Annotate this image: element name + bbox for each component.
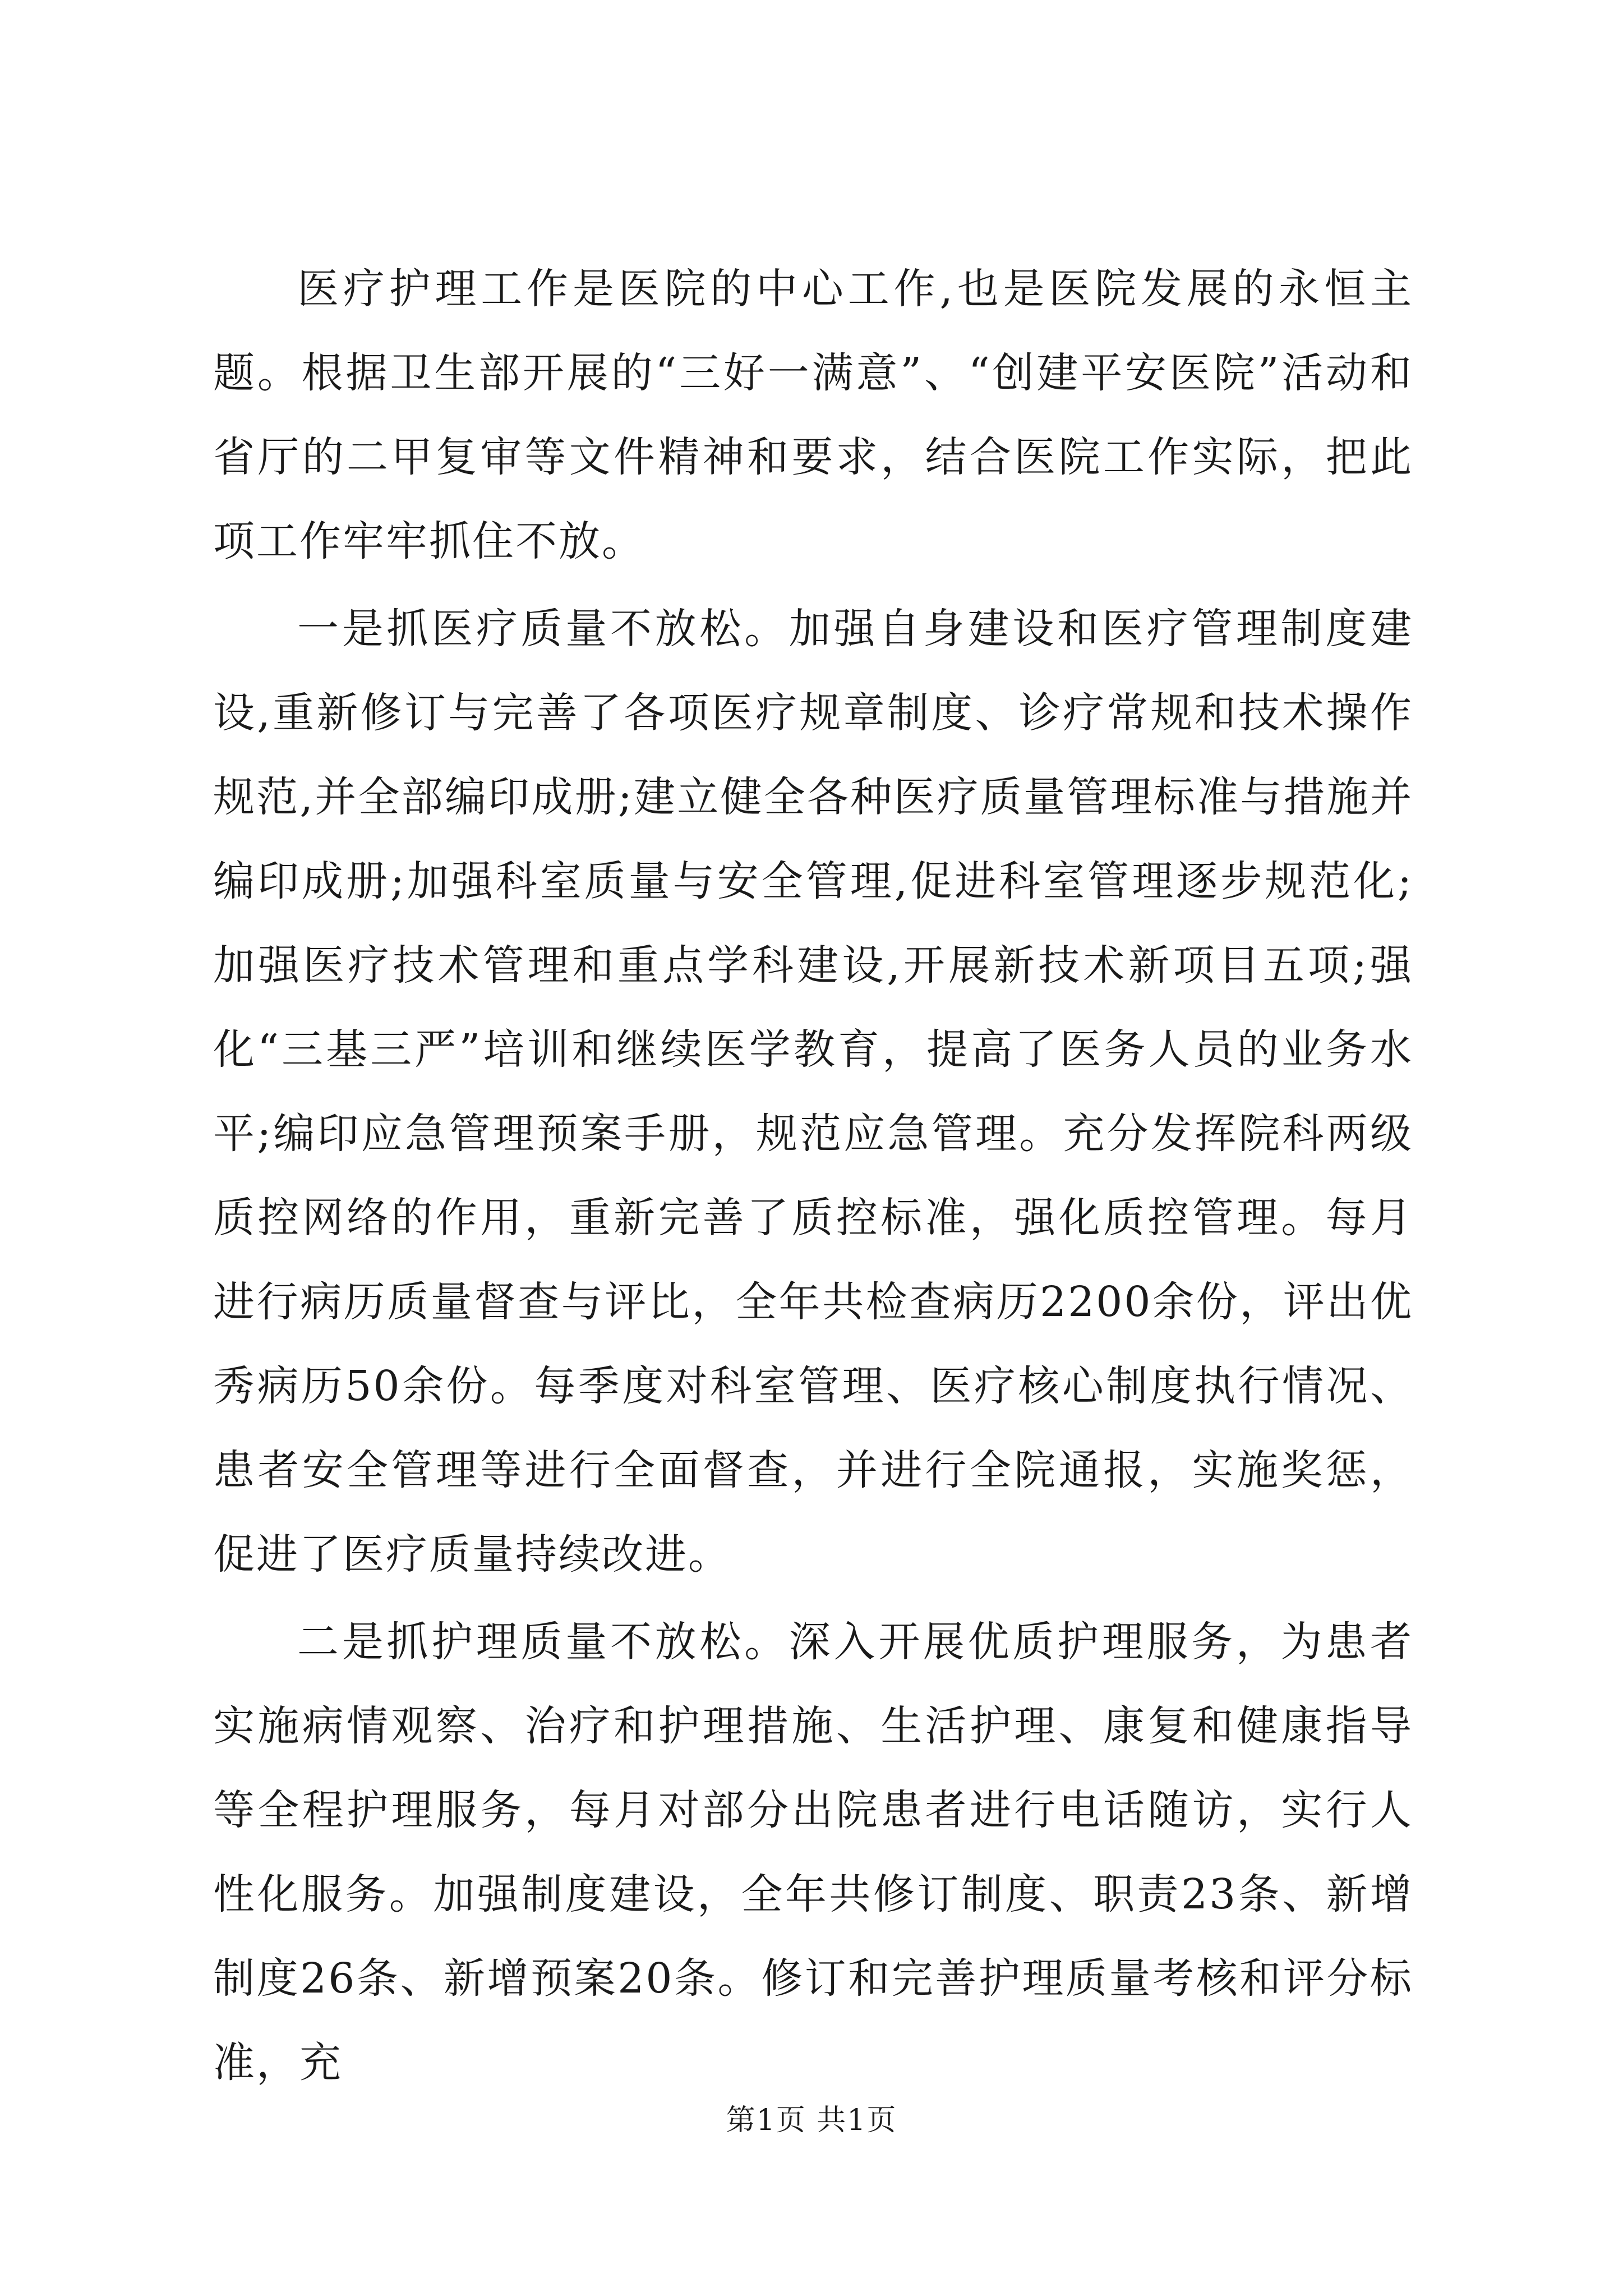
paragraph-intro: 医疗护理工作是医院的中心工作,也是医院发展的永恒主题。根据卫生部开展的“三好一满意”、“创建平安医院”活动和省厅的二甲复审等文件精神和要求，结合医院工作实际，把此项工作牢牢抓住不放。 [213, 265, 1413, 565]
page-number-footer: 第1页 共1页 [726, 2104, 897, 2137]
paragraph-nursing-quality: 二是抓护理质量不放松。深入开展优质护理服务，为患者实施病情观察、治疗和护理措施、生活护理、康复和健康指导等全程护理服务，每月对部分出院患者进行电话随访，实行人性化服务。加强制度建设，全年共修订制度、职责23条、新增制度26条、新增预案20条。修订和完善护理质量考核和评分标准，充 [213, 1618, 1413, 2087]
paragraph-medical-quality: 一是抓医疗质量不放松。加强自身建设和医疗管理制度建设,重新修订与完善了各项医疗规章制度、诊疗常规和技术操作规范,并全部编印成册;建立健全各种医疗质量管理标准与措施并编印成册;加强科室质量与安全管理,促进科室管理逐步规范化;加强医疗技术管理和重点学科建设,开展新技术新项目五项;强化“三基三严”培训和继续医学教育，提高了医务人员的业务水平;编印应急管理预案手册，规范应急管理。充分发挥院科两级质控网络的作用，重新完善了质控标准，强化质控管理。每月进行病历质量督查与评比，全年共检查病历2200余份，评出优秀病历50余份。每季度对科室管理、医疗核心制度执行情况、患者安全管理等进行全面督查，并进行全院通报，实施奖惩，促进了医疗质量持续改进。 [213, 605, 1413, 1579]
document-body [213, 247, 1413, 2108]
